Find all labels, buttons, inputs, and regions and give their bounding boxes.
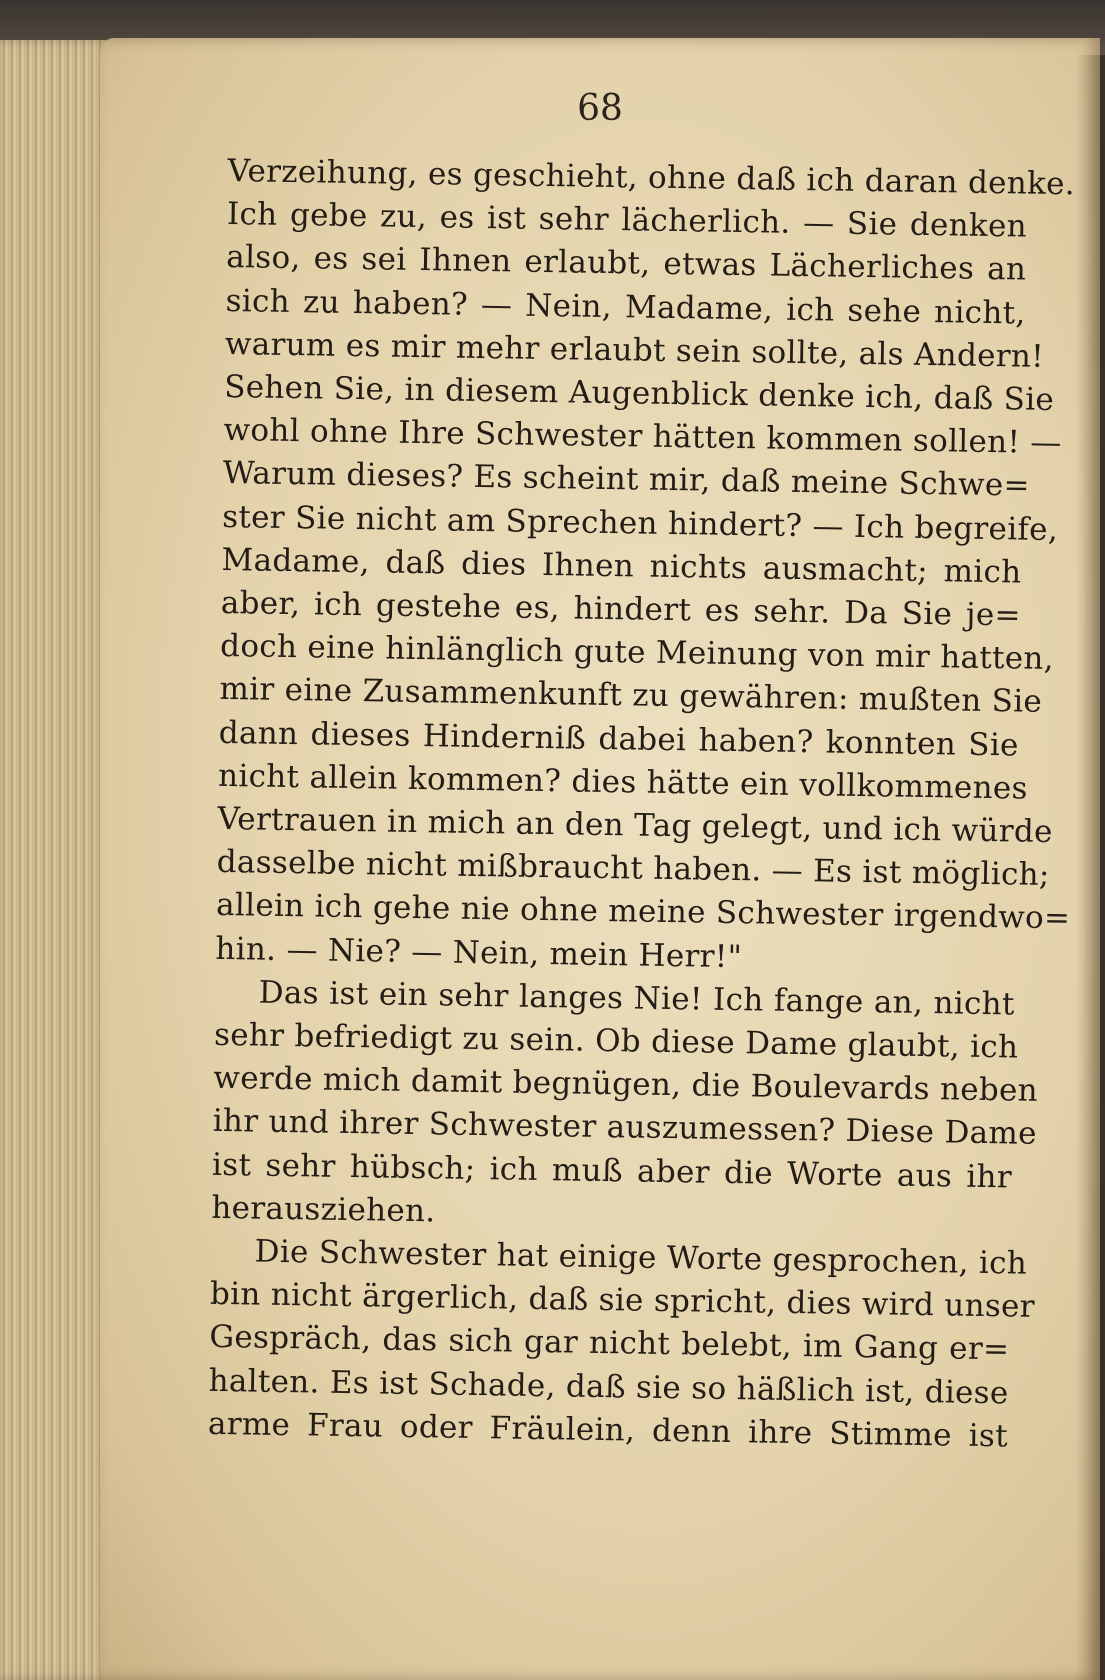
text-line: herausziehen. [211,1189,436,1230]
text-line: Madame, daß dies Ihnen nichts ausmacht; mich [221,541,1022,591]
page-number: 68 [577,88,623,129]
text-line: dasselbe nicht mißbraucht haben. — Es ist möglich; [216,844,1050,894]
text-line: aber, ich gestehe es, hindert es sehr. Da Sie je= [220,584,1022,634]
text-line: mir eine Zusammenkunft zu gewähren: mußten Sie [219,671,1043,721]
text-line: ist sehr hübsch; ich muß aber die Worte aus ihr [211,1146,1013,1196]
text-line: Vertrauen in mich an den Tag gelegt, und ich würde [217,800,1053,851]
text-line: sich zu haben? — Nein, Madame, ich sehe nicht, [225,282,1026,332]
paragraph-3 [207,1230,1036,1459]
text-line: ster Sie nicht am Sprechen hindert? — Ich begreife, [221,498,1059,548]
text-line: Ich gebe zu, es ist sehr lächerlich. — Sie denken [226,196,1028,245]
page-stack-edge [0,40,110,1680]
text-line: doch eine hinlänglich gute Meinung von mir hatten, [219,628,1055,678]
text-line: also, es sei Ihnen erlaubt, etwas Lächerliches an [226,239,1027,288]
text-line: wohl ohne Ihre Schwester hätten kommen sollen! — [223,412,1062,462]
text-line: dann dieses Hinderniß dabei haben? konnten Sie [218,714,1020,764]
text-line: nicht allein kommen? dies hätte ein vollkommenes [217,757,1029,807]
body-text [207,150,1076,1458]
text-line: allein ich gehe nie ohne meine Schwester irgendwo= [215,887,1071,937]
text-line: warum es mir mehr erlaubt sein sollte, als Andern! [224,325,1045,375]
paragraph-2 [211,971,1039,1243]
text-line: Verzeihung, es geschieht, ohne daß ich daran denke. [227,152,1076,203]
text-line: ihr und ihrer Schwester auszumessen? Diese Dame [212,1103,1038,1153]
text-line: werde mich damit begnügen, die Boulevards neben [213,1060,1039,1110]
text-line: hin. — Nie? — Nein, mein Herr!" [215,930,743,975]
text-line: bin nicht ärgerlich, daß sie spricht, dies wird unser [209,1276,1036,1326]
text-line: Gespräch, das sich gar nicht belebt, im Gang er= [209,1319,1010,1368]
page-right-shadow [1075,55,1105,1680]
text-line: Das ist ein sehr langes Nie! Ich fange an, nicht [258,974,1015,1023]
text-line: Sehen Sie, in diesem Augenblick denke ich, daß Sie [223,368,1055,419]
text-line: halten. Es ist Schade, daß sie so häßlich ist, diese [208,1362,1009,1412]
text-line: sehr befriedigt zu sein. Ob diese Dame glaubt, ich [213,1016,1019,1066]
paragraph-1 [215,150,1076,983]
text-line: Die Schwester hat einige Worte gesprochen, ich [254,1233,1028,1282]
text-line: arme Frau oder Fräulein, denn ihre Stimme ist [207,1405,1009,1455]
text-line: Warum dieses? Es scheint mir, daß meine Schwe= [222,455,1031,505]
